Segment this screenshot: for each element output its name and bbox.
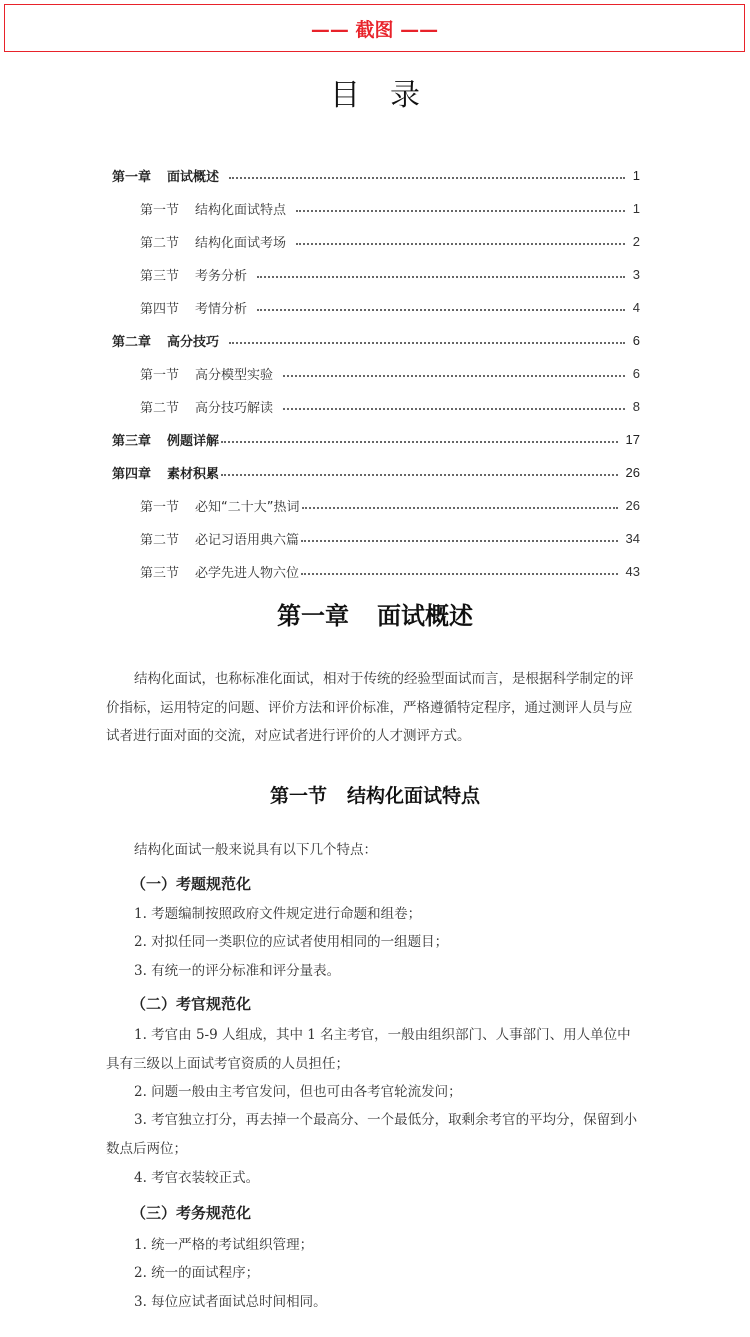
toc-entry-number: 第二节 — [140, 235, 180, 251]
chapter-intro: 结构化面试，也称标准化面试，相对于传统的经验型面试而言，是根据科学制定的评价指标，运用特定的问题、评价方法和评价标准，严格遵循特定程序，通过测评人员与应试者进行面对面的交流，对应试者进行评价的人才测评方式。 — [106, 671, 634, 744]
group-heading: （二）考官规范化 — [131, 995, 252, 1013]
group-heading: （一）考题规范化 — [131, 875, 252, 893]
toc-entry[interactable] — [140, 364, 640, 382]
toc-entry-title: 例题详解 — [167, 433, 220, 449]
toc-entry[interactable] — [140, 265, 640, 283]
toc-entry-number: 第四章 — [112, 466, 152, 482]
toc-entry[interactable] — [112, 331, 640, 349]
chapter-heading — [0, 596, 750, 631]
toc-entry-number: 第一章 — [112, 169, 152, 185]
leader-dots — [257, 276, 625, 278]
leader-dots — [229, 342, 625, 344]
leader-dots — [283, 375, 625, 377]
section-number: 第一节 — [269, 785, 327, 807]
toc-entry-number: 第一节 — [140, 499, 180, 515]
list-item: 1. 考题编制按照政府文件规定进行命题和组卷； — [134, 906, 422, 922]
list-item: 1. 统一严格的考试组织管理； — [134, 1237, 314, 1253]
list-item: 4. 考官衣装较正式。 — [134, 1170, 260, 1186]
toc-entry-number: 第三节 — [140, 268, 180, 284]
toc-entry-page: 1 — [632, 200, 640, 216]
toc-entry-number: 第三节 — [140, 565, 180, 581]
section-heading — [0, 781, 750, 808]
leader-dots — [301, 573, 618, 575]
leader-dots — [301, 540, 618, 542]
toc-entry[interactable] — [140, 232, 640, 250]
toc-entry-number: 第二节 — [140, 532, 180, 548]
toc-entry-page: 1 — [632, 167, 640, 183]
toc-entry-page: 4 — [632, 299, 640, 315]
group-heading: （三）考务规范化 — [131, 1204, 252, 1222]
chapter-number: 第一章 — [277, 602, 349, 630]
toc-entry-page: 6 — [632, 332, 640, 348]
toc-entry-title: 高分技巧解读 — [195, 400, 274, 416]
list-item: 2. 对拟任同一类职位的应试者使用相同的一组题目； — [134, 934, 449, 950]
toc-entry-title: 考务分析 — [195, 268, 248, 284]
toc-entry-page: 26 — [625, 464, 640, 480]
toc-entry-title: 必学先进人物六位 — [195, 565, 300, 581]
toc-entry-number: 第三章 — [112, 433, 152, 449]
section-title: 结构化面试特点 — [347, 785, 481, 807]
leader-dots — [296, 243, 625, 245]
leader-dots — [221, 474, 618, 476]
toc-entry-page: 2 — [632, 233, 640, 249]
toc-entry[interactable] — [140, 199, 640, 217]
toc-entry[interactable] — [140, 562, 640, 580]
toc-entry-number: 第一节 — [140, 367, 180, 383]
toc-entry-page: 26 — [625, 497, 640, 513]
toc-entry-title: 高分技巧 — [167, 334, 220, 350]
leader-dots — [257, 309, 625, 311]
toc-entry-title: 高分模型实验 — [195, 367, 274, 383]
toc-entry[interactable] — [112, 430, 640, 448]
toc-entry-page: 3 — [632, 266, 640, 282]
toc-entry[interactable] — [140, 397, 640, 415]
toc-entry-title: 考情分析 — [195, 301, 248, 317]
list-item: 2. 问题一般由主考官发问，但也可由各考官轮流发问； — [134, 1084, 462, 1100]
toc-entry-title: 面试概述 — [167, 169, 220, 185]
toc-entry-number: 第四节 — [140, 301, 180, 317]
toc-entry[interactable] — [112, 166, 640, 184]
toc-entry-number: 第一节 — [140, 202, 180, 218]
toc-entry-title: 必记习语用典六篇 — [195, 532, 300, 548]
list-item: 3. 每位应试者面试总时间相同。 — [134, 1294, 327, 1310]
leader-dots — [283, 408, 625, 410]
toc-title: 目录 — [330, 78, 450, 113]
leader-dots — [221, 441, 618, 443]
toc-entry-title: 结构化面试考场 — [195, 235, 287, 251]
leader-dots — [296, 210, 625, 212]
leader-dots — [302, 507, 618, 509]
toc-entry[interactable] — [140, 496, 640, 514]
leader-dots — [229, 177, 625, 179]
toc-entry[interactable] — [112, 463, 640, 481]
screenshot-banner: —— 截图 —— — [4, 4, 745, 52]
toc-entry-title: 必知“二十大”热词 — [195, 499, 300, 515]
toc-entry-page: 43 — [625, 563, 640, 579]
toc-entry-number: 第二节 — [140, 400, 180, 416]
section-lead: 结构化面试一般来说具有以下几个特点： — [134, 842, 377, 858]
list-item: 2. 统一的面试程序； — [134, 1265, 260, 1281]
toc-entry[interactable] — [140, 529, 640, 547]
toc-entry-page: 17 — [625, 431, 640, 447]
toc-entry-page: 6 — [632, 365, 640, 381]
toc-entry-page: 8 — [632, 398, 640, 414]
toc-entry[interactable] — [140, 298, 640, 316]
toc-entry-number: 第二章 — [112, 334, 152, 350]
toc-entry-title: 素材积累 — [167, 466, 220, 482]
list-item: 3. 考官独立打分，再去掉一个最高分、一个最低分，取剩余考官的平均分，保留到小数点后两位； — [106, 1112, 638, 1157]
toc-entry-title: 结构化面试特点 — [195, 202, 287, 218]
toc-entry-page: 34 — [625, 530, 640, 546]
list-item: 3. 有统一的评分标准和评分量表。 — [134, 963, 341, 979]
list-item: 1. 考官由 5-9 人组成，其中 1 名主考官，一般由组织部门、人事部门、用人单位中具有三级以上面试考官资质的人员担任； — [106, 1027, 631, 1072]
chapter-title: 面试概述 — [377, 602, 473, 630]
